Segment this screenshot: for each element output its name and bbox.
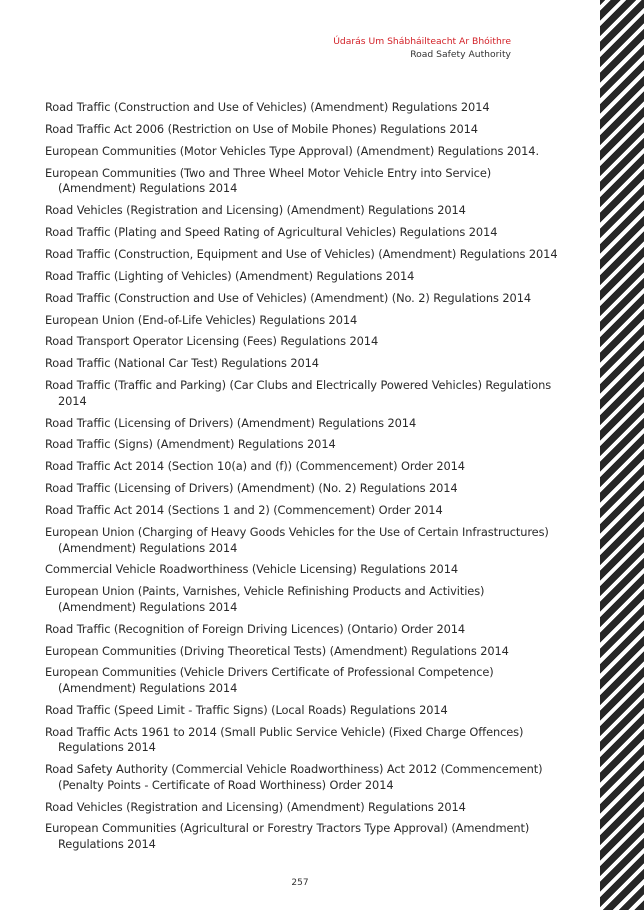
regulation-item: European Communities (Motor Vehicles Type Approval) (Amendment) Regulations 2014. <box>45 143 539 158</box>
regulation-item: European Union (End-of-Life Vehicles) Regulations 2014 <box>45 312 358 327</box>
regulation-item: Road Traffic (Construction and Use of Vehicles) (Amendment) (No. 2) Regulations 2014 <box>45 290 531 305</box>
regulations-list <box>45 100 565 859</box>
regulation-item: Road Traffic Acts 1961 to 2014 (Small Public Service Vehicle) (Fixed Charge Offences) Regulations 2014 <box>45 724 524 755</box>
regulation-item: Road Traffic (Licensing of Drivers) (Amendment) (No. 2) Regulations 2014 <box>45 481 458 496</box>
decorative-stripe-band <box>600 0 644 910</box>
regulation-item: Road Traffic Act 2014 (Sections 1 and 2) (Commencement) Order 2014 <box>45 503 443 518</box>
page-number: 257 <box>291 878 309 888</box>
regulation-item: Road Traffic (National Car Test) Regulations 2014 <box>45 356 319 371</box>
regulation-item: Road Traffic (Speed Limit - Traffic Signs) (Local Roads) Regulations 2014 <box>45 702 448 717</box>
regulation-item: European Union (Charging of Heavy Goods Vehicles for the Use of Certain Infrastructures) (Amendment) Regulations 2014 <box>45 525 549 555</box>
regulation-item: Road Traffic (Lighting of Vehicles) (Amendment) Regulations 2014 <box>45 268 415 283</box>
regulation-item: Road Traffic (Recognition of Foreign Driving Licences) (Ontario) Order 2014 <box>45 621 466 636</box>
page-header <box>333 35 511 61</box>
header-english-title: Road Safety Authority <box>410 49 511 60</box>
regulation-item: Road Transport Operator Licensing (Fees) Regulations 2014 <box>45 334 379 349</box>
regulation-item: Road Traffic Act 2014 (Section 10(a) and (f)) (Commencement) Order 2014 <box>45 459 465 474</box>
regulation-item: European Communities (Vehicle Drivers Certificate of Professional Competence) (Amendment) Regulations 2014 <box>45 665 494 695</box>
header-irish-title: Údarás Um Shábháilteacht Ar Bhóithre <box>333 36 511 47</box>
regulation-item: Commercial Vehicle Roadworthiness (Vehicle Licensing) Regulations 2014 <box>45 562 458 577</box>
regulation-item: Road Traffic Act 2006 (Restriction on Use of Mobile Phones) Regulations 2014 <box>45 121 478 136</box>
regulation-item: European Communities (Driving Theoretical Tests) (Amendment) Regulations 2014 <box>45 643 509 658</box>
regulation-item: Road Traffic (Traffic and Parking) (Car Clubs and Electrically Powered Vehicles) Regulations 2014 <box>45 378 552 408</box>
regulation-item: European Union (Paints, Varnishes, Vehicle Refinishing Products and Activities) (Amendment) Regulations 2014 <box>45 584 485 614</box>
regulation-item: Road Vehicles (Registration and Licensing) (Amendment) Regulations 2014 <box>45 203 466 218</box>
regulation-item: Road Safety Authority (Commercial Vehicle Roadworthiness) Act 2012 (Commencement) (Penalty Points - Certificate of Road Worthiness) Order 2014 <box>45 762 543 792</box>
regulation-item: Road Traffic (Construction and Use of Vehicles) (Amendment) Regulations 2014 <box>45 100 490 114</box>
regulation-item: Road Vehicles (Registration and Licensing) (Amendment) Regulations 2014 <box>45 799 466 814</box>
regulation-item: Road Traffic (Licensing of Drivers) (Amendment) Regulations 2014 <box>45 415 417 430</box>
regulation-item: Road Traffic (Signs) (Amendment) Regulations 2014 <box>45 437 336 452</box>
regulation-item: Road Traffic (Plating and Speed Rating of Agricultural Vehicles) Regulations 2014 <box>45 224 498 239</box>
regulation-item: Road Traffic (Construction, Equipment and Use of Vehicles) (Amendment) Regulations 2014 <box>45 246 558 261</box>
regulation-item: European Communities (Agricultural or Forestry Tractors Type Approval) (Amendment) Regulations 2014 <box>45 821 530 851</box>
regulation-item: European Communities (Two and Three Wheel Motor Vehicle Entry into Service) (Amendment) Regulations 2014 <box>45 165 492 196</box>
